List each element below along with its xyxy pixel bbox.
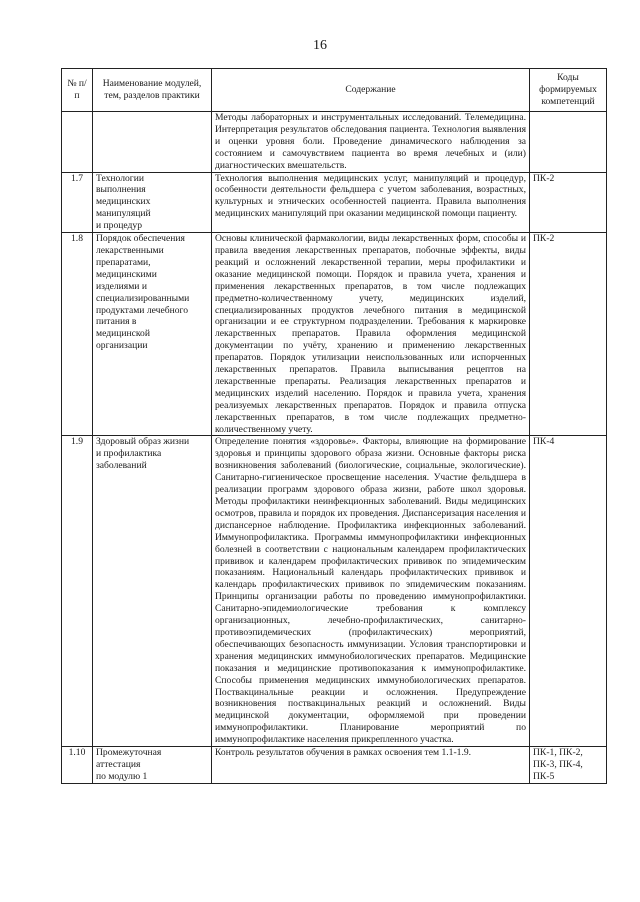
row-topic-name (93, 233, 212, 436)
topic-name-line: медицинских (96, 196, 151, 208)
topic-name-line: манипуляций (96, 208, 151, 220)
row-number (62, 112, 93, 173)
topic-name-line: аттестация (96, 758, 141, 770)
topic-name-line: Промежуточная (96, 747, 162, 759)
row-number: 1.9 (62, 436, 93, 747)
topic-name-line: и процедур (96, 220, 143, 232)
competency-code-line: ПК-5 (533, 770, 555, 782)
row-topic-name (93, 747, 212, 784)
competency-code-line: ПК-3, ПК-4, (533, 758, 583, 770)
row-number: 1.8 (62, 233, 93, 436)
topic-name-line: изделиями и (96, 280, 147, 292)
header-num: № п/п (62, 69, 93, 112)
header-name: Наименование модулей, тем, разделов практики (93, 69, 212, 112)
row-topic-name (93, 172, 212, 233)
topic-name-line: медицинской (96, 328, 150, 340)
row-content: Технология выполнения медицинских услуг, манипуляций и процедур, особенности деятельности фельдшера с учетом заболевания, возрастных, культурных и этнических особенностей пациента. Правила выполнения медицинских манипуляций при оказании медицинской помощи пациенту. (212, 172, 530, 233)
competency-code-line: ПК-2 (533, 233, 555, 245)
row-content: Определение понятия «здоровье». Факторы, влияющие на формирование здоровья и принципы здорового образа жизни. Основные факторы риска возникновения заболеваний (биологические, социальные, экологические). Санитарно-гигиеническое просвещение населения. Участие фельдшера в реализации программ здорового образа жизни, работе школ здоровья. Методы профилактики неинфекционных заболеваний. Виды медицинских осмотров, правила и порядок их проведения. Диспансеризация населения и диспансерное наблюдение. Профилактика инфекционных заболеваний. Иммунопрофилактика. Программы иммунопрофилактики инфекционных болезней в соответствии с национальным календарем профилактических прививок и календарем профилактических прививок по эпидемическим показаниям. Национальный календарь профилактических прививок и календарь профилактических прививок по эпидемическим показаниям. Принципы организации работы по проведению иммунопрофилактики. Санитарно-эпидемиологические требования к комплексу организационных, лечебно-профилактических, санитарно-противоэпидемических (профилактических) мероприятий, обеспечивающих безопасность иммунизации. Условия транспортировки и хранения медицинских иммунобиологических препаратов. Медицинские показания и медицинские противопоказания к иммунопрофилактике. Способы применения медицинских иммунобиологических препаратов. Поствакцинальные реакции и осложнения. Предупреждение возникновения поствакцинальных реакций и осложнений. Виды медицинской документации, оформляемой при проведении иммунопрофилактики. Планирование мероприятий по иммунопрофилактике населения прикрепленного участка. (212, 436, 530, 747)
header-codes: Коды формируемых компетенций (530, 69, 607, 112)
row-topic-name (93, 112, 212, 173)
row-number: 1.7 (62, 172, 93, 233)
topic-name-line: выполнения (96, 184, 146, 196)
topic-name-line: продуктами лечебного (96, 304, 189, 316)
topic-name-line: организации (96, 340, 148, 352)
curriculum-table (61, 68, 607, 784)
table-body (62, 112, 607, 784)
row-competency-codes (530, 233, 607, 436)
table-row (62, 747, 607, 784)
topic-name-line: по модулю 1 (96, 770, 148, 782)
header-content: Содержание (212, 69, 530, 112)
topic-name-line: медицинскими (96, 268, 157, 280)
topic-name-line: питания в (96, 316, 137, 328)
table-row (62, 436, 607, 747)
row-competency-codes (530, 436, 607, 747)
table-row (62, 172, 607, 233)
row-content: Контроль результатов обучения в рамках освоения тем 1.1-1.9. (212, 747, 530, 784)
topic-name-line: специализированными (96, 292, 190, 304)
topic-name-line: препаратами, (96, 256, 151, 268)
competency-code-line: ПК-1, ПК-2, (533, 747, 583, 759)
row-competency-codes (530, 747, 607, 784)
row-competency-codes (530, 172, 607, 233)
topic-name-line: и профилактика (96, 448, 162, 460)
competency-code-line: ПК-2 (533, 172, 555, 184)
topic-name-line: Порядок обеспечения (96, 233, 185, 245)
table-row (62, 233, 607, 436)
row-topic-name (93, 436, 212, 747)
table-header-row (62, 69, 607, 112)
row-content: Методы лабораторных и инструментальных исследований. Телемедицина. Интерпретация результатов обследования пациента. Технология выявления и оценки уровня боли. Проведение динамического наблюдения за состоянием и самочувствием пациента во время лечебных и (или) диагностических вмешательств. (212, 112, 530, 173)
topic-name-line: заболеваний (96, 460, 147, 472)
row-content: Основы клинической фармакологии, виды лекарственных форм, способы и правила введения лекарственных препаратов, побочные эффекты, виды реакций и осложнений лекарственной терапии, меры профилактики и оказание медицинской помощи. Порядок и правила учета, хранения и применения лекарственных препаратов, в том числе подлежащих предметно-количественному учету, медицинских изделий, специализированных продуктов лечебного питания в медицинской организации и ее структурном подразделении. Требования к маркировке лекарственных препаратов. Правила оформления медицинской документации по учёту, хранению и применению лекарственных препаратов. Порядок утилизации неиспользованных или испорченных лекарственных препаратов. Правила выписывания рецептов на лекарственные препараты. Реализация лекарственных препаратов и медицинских изделий населению. Порядок и правила учета, хранения реализуемых лекарственных препаратов. Порядок и правила отпуска лекарственных препаратов, в том числе подлежащих предметно-количественному учету. (212, 233, 530, 436)
competency-code-line: ПК-4 (533, 436, 555, 448)
row-number: 1.10 (62, 747, 93, 784)
page-number: 16 (313, 38, 327, 53)
row-competency-codes (530, 112, 607, 173)
topic-name-line: лекарственными (96, 244, 164, 256)
topic-name-line: Технологии (96, 172, 145, 184)
topic-name-line: Здоровый образ жизни (96, 436, 190, 448)
table-row (62, 112, 607, 173)
